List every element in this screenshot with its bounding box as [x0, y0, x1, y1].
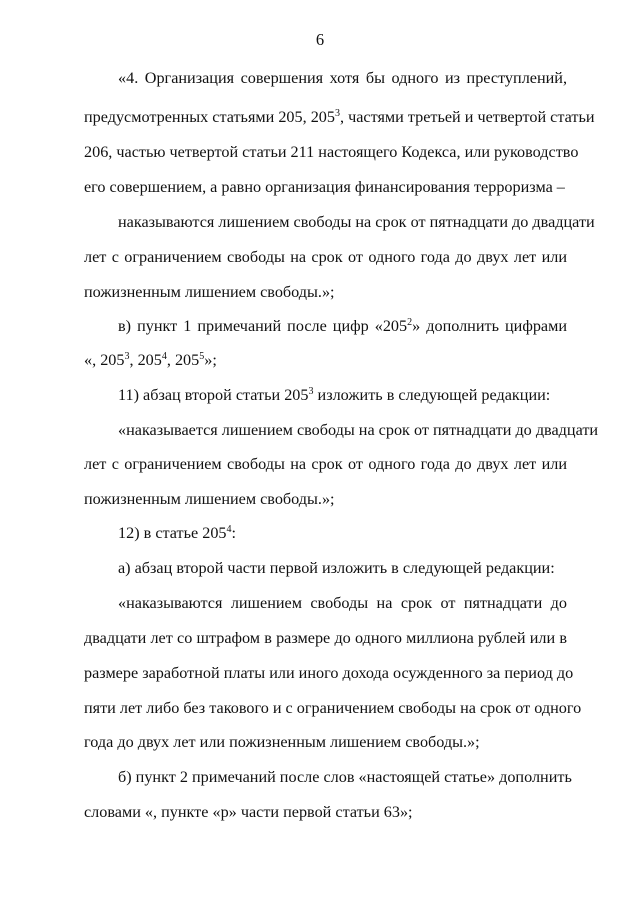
text-segment: «, 205 [84, 351, 125, 369]
text-line: лет с ограничением свободы на срок от одного года до двух лет или [84, 248, 567, 266]
superscript: 3 [308, 386, 314, 397]
text-line [118, 316, 567, 336]
text-line: «4. Организация совершения хотя бы одного из преступлений, [118, 69, 567, 87]
text-segment: , 205 [129, 351, 162, 369]
superscript: 2 [407, 317, 413, 328]
text-line: года до двух лет или пожизненным лишением свободы.»; [84, 733, 480, 751]
superscript: 5 [199, 351, 205, 362]
text-line [84, 107, 595, 127]
text-line: пожизненным лишением свободы.»; [84, 490, 335, 508]
text-line: б) пункт 2 примечаний после слов «настоящей статье» дополнить [118, 768, 572, 786]
text-segment: изложить в следующей редакции: [313, 386, 551, 404]
text-line: а) абзац второй части первой изложить в следующей редакции: [118, 559, 555, 577]
text-segment: »; [204, 351, 217, 369]
text-segment: предусмотренных статьями 205, 205 [84, 108, 335, 126]
superscript: 3 [335, 108, 340, 119]
superscript: 4 [226, 524, 232, 535]
text-segment: 11) абзац второй статьи 205 [118, 386, 309, 404]
text-line: его совершением, а равно организация финансирования терроризма – [84, 178, 565, 196]
page-number: 6 [315, 30, 325, 49]
text-segment: , 205 [166, 351, 200, 369]
superscript: 3 [124, 351, 130, 362]
text-line: словами «, пункте «р» части первой статьи 63»; [84, 803, 413, 821]
text-line: «наказываются лишением свободы на срок от пятнадцати до [118, 594, 567, 612]
text-segment: в) пункт 1 примечаний после цифр «205 [118, 317, 408, 335]
text-line [84, 350, 567, 370]
text-segment: » дополнить цифрами [412, 317, 567, 335]
text-line: размере заработной платы или иного дохода осужденного за период до [84, 664, 574, 682]
text-line: «наказывается лишением свободы на срок от пятнадцати до двадцати [118, 421, 599, 439]
text-line [118, 523, 567, 543]
text-line: пяти лет либо без такового и с ограничением свободы на срок от одного [84, 699, 582, 717]
text-line [118, 385, 567, 405]
text-line: 206, частью четвертой статьи 211 настоящего Кодекса, или руководство [84, 143, 579, 161]
superscript: 4 [161, 351, 167, 362]
text-segment: 12) в статье 205 [118, 524, 227, 542]
text-line: пожизненным лишением свободы.»; [84, 283, 335, 301]
text-line: наказываются лишением свободы на срок от пятнадцати до двадцати [118, 213, 595, 231]
text-line: лет с ограничением свободы на срок от одного года до двух лет или [84, 455, 567, 473]
text-line: двадцати лет со штрафом в размере до одного миллиона рублей или в [84, 629, 567, 647]
text-segment: , частями третьей и четвертой статьи [340, 108, 595, 126]
text-segment: : [231, 524, 237, 542]
